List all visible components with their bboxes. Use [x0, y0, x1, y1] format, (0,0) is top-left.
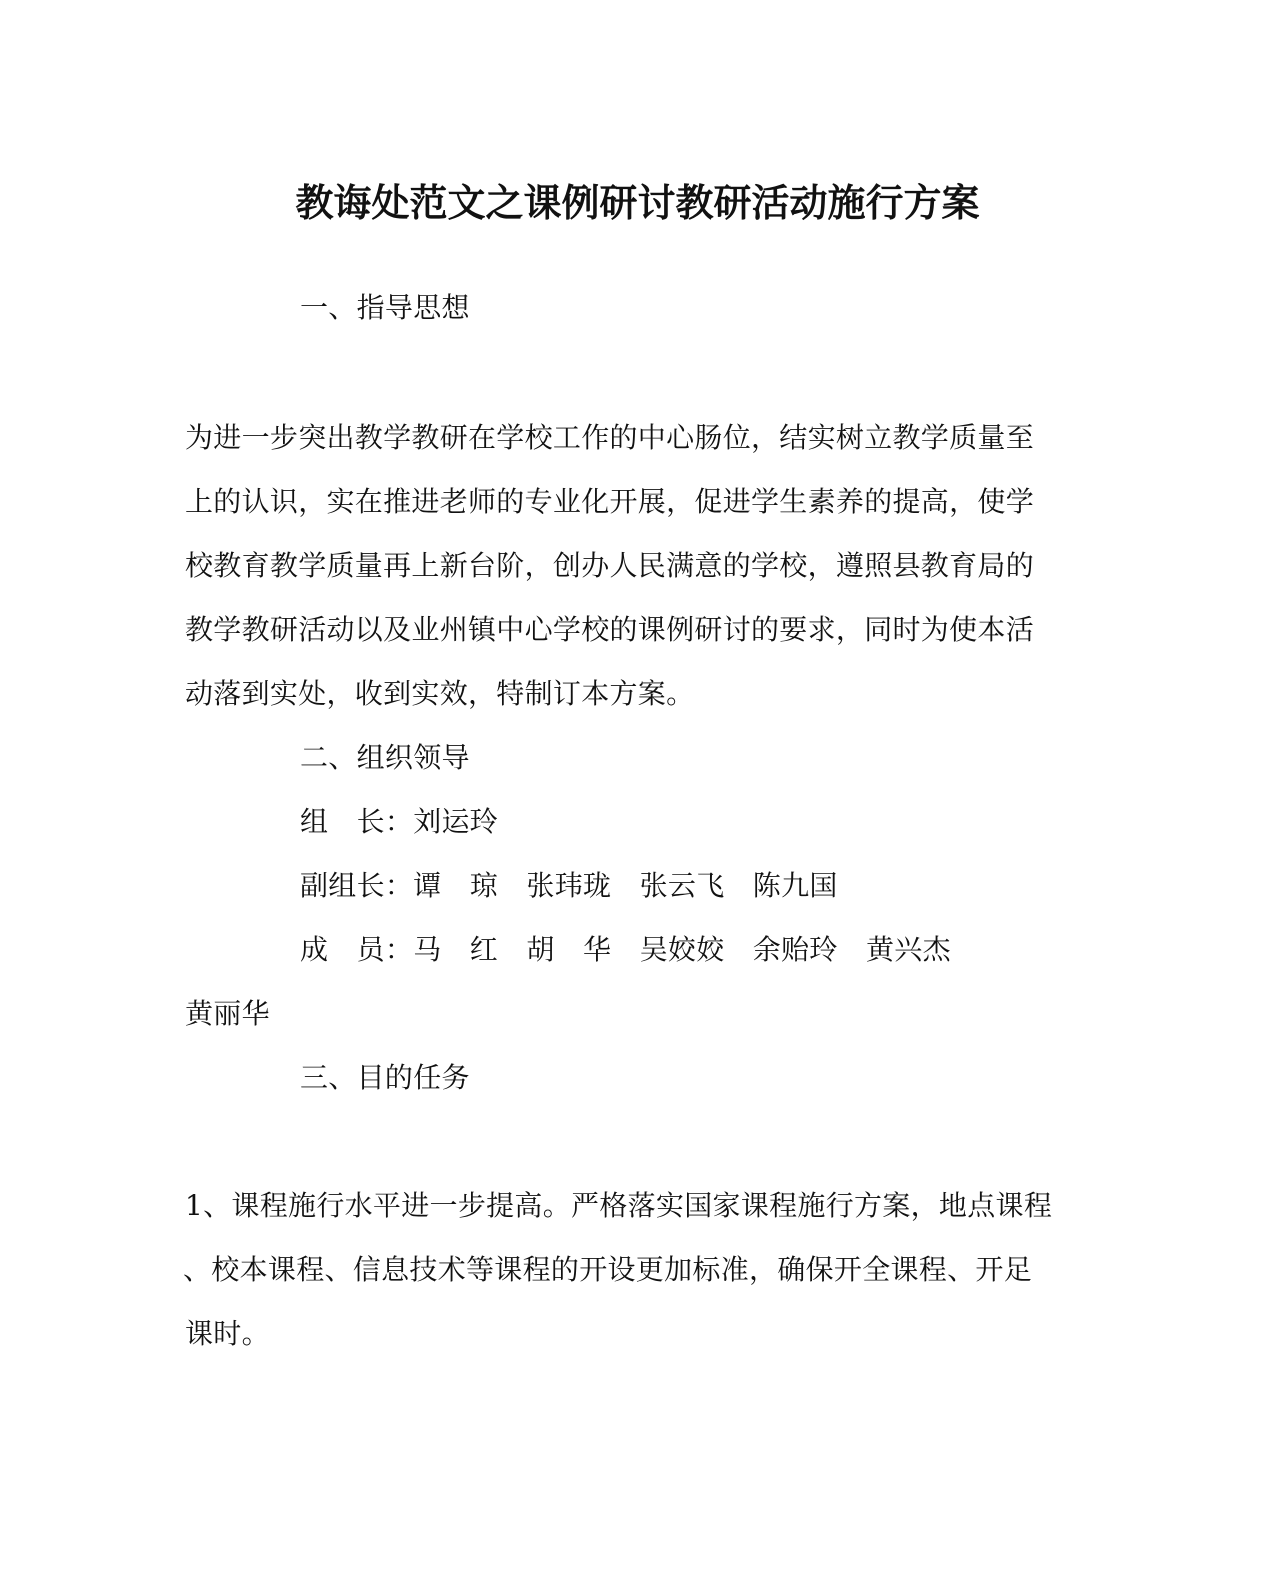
- paragraph-line: 课时。: [185, 1317, 270, 1350]
- document-title: 教诲处范文之课例研讨教研活动施行方案: [295, 180, 980, 225]
- paragraph-line: 动落到实处，收到实效，特制订本方案。: [185, 677, 695, 710]
- section-heading-objectives: 三、目的任务: [300, 1061, 470, 1094]
- section-heading-organization: 二、组织领导: [300, 741, 470, 774]
- paragraph-line: 上的认识，实在推进老师的专业化开展，促进学生素养的提高，使学: [185, 485, 1035, 518]
- leader-line: 组 长：刘运玲: [300, 805, 499, 838]
- paragraph-line: 1、课程施行水平进一步提高。严格落实国家课程施行方案，地点课程: [185, 1189, 1053, 1222]
- paragraph-line: 为进一步突出教学教研在学校工作的中心肠位，结实树立教学质量至: [185, 421, 1035, 454]
- paragraph-line: 校教育教学质量再上新台阶，创办人民满意的学校，遵照县教育局的: [185, 549, 1035, 582]
- members-wrap-line: 黄丽华: [185, 997, 270, 1030]
- members-line: 成 员：马 红 胡 华 吴姣姣 余贻玲 黄兴杰: [300, 933, 951, 966]
- paragraph-line: 、校本课程、信息技术等课程的开设更加标准，确保开全课程、开足: [183, 1253, 1033, 1286]
- section-heading-guiding-thought: 一、指导思想: [300, 291, 470, 324]
- deputy-leader-line: 副组长：谭 琼 张玮珑 张云飞 陈九国: [300, 869, 838, 902]
- paragraph-line: 教学教研活动以及业州镇中心学校的课例研讨的要求，同时为使本活: [185, 613, 1035, 646]
